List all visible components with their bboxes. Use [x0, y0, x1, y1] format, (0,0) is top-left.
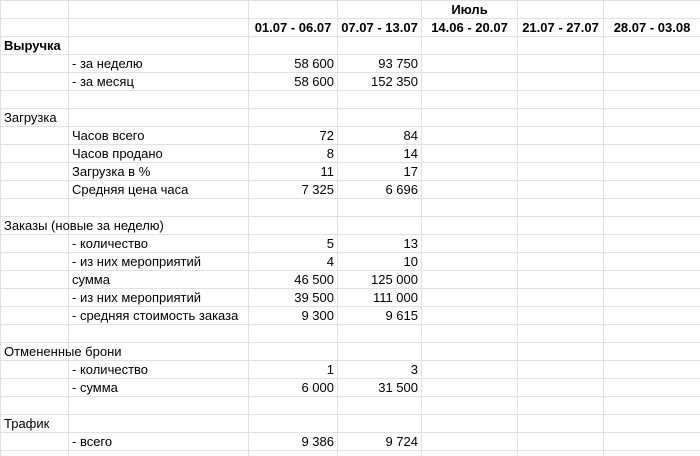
cell[interactable] [338, 397, 422, 415]
row-label[interactable]: Средняя цена часа [69, 181, 249, 199]
cell[interactable] [518, 433, 604, 451]
cell[interactable] [604, 127, 700, 145]
section-row [1, 343, 700, 361]
cell[interactable] [422, 181, 518, 199]
cell[interactable] [604, 253, 700, 271]
value-cell[interactable]: 125 000 [338, 271, 422, 289]
cell[interactable] [422, 127, 518, 145]
value-cell[interactable]: 11 [249, 163, 338, 181]
cell[interactable] [249, 199, 338, 217]
value-cell[interactable]: 13 [338, 235, 422, 253]
cell[interactable] [518, 109, 604, 127]
cell[interactable] [422, 163, 518, 181]
cell[interactable] [249, 343, 338, 361]
section-title-load[interactable]: Загрузка [1, 109, 69, 127]
cell[interactable] [422, 325, 518, 343]
value-cell[interactable]: 46 500 [249, 271, 338, 289]
value-cell[interactable]: 4 [249, 253, 338, 271]
cell[interactable] [1, 289, 69, 307]
cell[interactable] [249, 415, 338, 433]
value-cell[interactable]: 58 600 [249, 73, 338, 91]
value-cell[interactable]: 3 [338, 361, 422, 379]
value-cell[interactable]: 58 600 [249, 55, 338, 73]
cell[interactable] [518, 397, 604, 415]
cell[interactable] [69, 37, 249, 55]
value-cell[interactable]: 6 000 [249, 379, 338, 397]
section-row [1, 415, 700, 433]
week-header[interactable]: 07.07 - 13.07 [338, 19, 422, 37]
cell[interactable] [518, 325, 604, 343]
cell[interactable] [1, 253, 69, 271]
cell[interactable] [422, 415, 518, 433]
cell[interactable] [604, 433, 700, 451]
month-header-row [1, 1, 700, 19]
cell[interactable] [249, 1, 338, 19]
cell[interactable] [422, 343, 518, 361]
row-label[interactable]: - всего [69, 433, 249, 451]
cell[interactable] [422, 271, 518, 289]
cell[interactable] [249, 91, 338, 109]
cell[interactable] [518, 55, 604, 73]
cell[interactable] [338, 109, 422, 127]
cell[interactable] [518, 91, 604, 109]
cell[interactable] [604, 109, 700, 127]
cell[interactable] [338, 415, 422, 433]
cell[interactable] [69, 397, 249, 415]
row-label[interactable]: - количество [69, 361, 249, 379]
cell[interactable] [249, 37, 338, 55]
row-label[interactable]: сумма [69, 271, 249, 289]
cell[interactable] [422, 37, 518, 55]
value-cell[interactable]: 152 350 [338, 73, 422, 91]
cell[interactable] [518, 127, 604, 145]
cell[interactable] [1, 181, 69, 199]
cell[interactable] [422, 253, 518, 271]
cell[interactable] [1, 361, 69, 379]
cell[interactable] [338, 217, 422, 235]
cell[interactable] [604, 37, 700, 55]
cell[interactable] [518, 307, 604, 325]
section-row [1, 217, 700, 235]
value-cell[interactable]: 111 000 [338, 289, 422, 307]
cell[interactable] [338, 1, 422, 19]
cell[interactable] [604, 307, 700, 325]
row-label[interactable]: - за неделю [69, 55, 249, 73]
cell[interactable] [518, 199, 604, 217]
cell[interactable] [422, 397, 518, 415]
cell[interactable] [604, 73, 700, 91]
cell[interactable] [518, 361, 604, 379]
value-cell[interactable]: 8 [249, 145, 338, 163]
row-label[interactable]: - средняя стоимость заказа [69, 307, 249, 325]
cell[interactable] [1, 19, 69, 37]
value-cell[interactable]: 1 [249, 361, 338, 379]
cell[interactable] [604, 325, 700, 343]
cell[interactable] [69, 91, 249, 109]
table-row [1, 379, 700, 397]
value-cell[interactable]: 9 724 [338, 433, 422, 451]
cell[interactable] [249, 451, 338, 456]
week-header[interactable]: 28.07 - 03.08 [604, 19, 700, 37]
cell[interactable] [604, 1, 700, 19]
value-cell[interactable]: 9 386 [249, 433, 338, 451]
table-row [1, 145, 700, 163]
cell[interactable] [69, 109, 249, 127]
cell[interactable] [604, 235, 700, 253]
value-cell[interactable]: 9 300 [249, 307, 338, 325]
value-cell[interactable]: 72 [249, 127, 338, 145]
cell[interactable] [518, 415, 604, 433]
empty-row [1, 397, 700, 415]
cell[interactable] [338, 37, 422, 55]
cell[interactable] [1, 451, 69, 456]
week-header[interactable]: 21.07 - 27.07 [518, 19, 604, 37]
cell[interactable] [422, 235, 518, 253]
cell[interactable] [1, 73, 69, 91]
cell[interactable] [604, 55, 700, 73]
cell[interactable] [518, 379, 604, 397]
row-label[interactable]: - из них мероприятий [69, 289, 249, 307]
table-row [1, 55, 700, 73]
cell[interactable] [249, 109, 338, 127]
table-row [1, 433, 700, 451]
value-cell[interactable]: 10 [338, 253, 422, 271]
value-cell[interactable]: 9 615 [338, 307, 422, 325]
cell[interactable] [1, 127, 69, 145]
cell[interactable] [249, 217, 338, 235]
cell[interactable] [604, 199, 700, 217]
week-header-row [1, 19, 700, 37]
month-header[interactable]: Июль [422, 1, 518, 19]
cell[interactable] [1, 271, 69, 289]
empty-row [1, 451, 700, 456]
cell[interactable] [604, 163, 700, 181]
row-label[interactable]: Загрузка в % [69, 163, 249, 181]
cell[interactable] [1, 433, 69, 451]
cell[interactable] [422, 451, 518, 456]
cell[interactable] [1, 1, 69, 19]
value-cell[interactable]: 6 696 [338, 181, 422, 199]
table-row [1, 127, 700, 145]
section-title-cancelled[interactable] [1, 343, 122, 361]
cell[interactable] [604, 271, 700, 289]
cell[interactable] [69, 199, 249, 217]
cell[interactable] [518, 1, 604, 19]
cell[interactable] [604, 217, 700, 235]
cell[interactable] [69, 19, 249, 37]
table-row [1, 289, 700, 307]
row-label[interactable]: - за месяц [69, 73, 249, 91]
table-row [1, 307, 700, 325]
table-row [1, 235, 700, 253]
cell[interactable] [1, 235, 69, 253]
cell[interactable] [338, 325, 422, 343]
cell[interactable] [518, 271, 604, 289]
cell[interactable] [1, 145, 69, 163]
value-cell[interactable]: 39 500 [249, 289, 338, 307]
value-cell[interactable]: 5 [249, 235, 338, 253]
table-row [1, 163, 700, 181]
week-header[interactable]: 14.06 - 20.07 [422, 19, 518, 37]
table-row [1, 361, 700, 379]
section-title-text: Заказы (новые за неделю) [4, 218, 164, 233]
cell[interactable] [422, 109, 518, 127]
cell[interactable] [422, 73, 518, 91]
row-label[interactable]: - из них мероприятий [69, 253, 249, 271]
empty-row [1, 325, 700, 343]
cell[interactable] [422, 433, 518, 451]
table-row [1, 73, 700, 91]
section-title-traffic[interactable]: Трафик [1, 415, 69, 433]
cell[interactable] [69, 415, 249, 433]
row-label[interactable]: Часов продано [69, 145, 249, 163]
cell[interactable] [518, 253, 604, 271]
row-label[interactable]: - количество [69, 235, 249, 253]
cell[interactable] [604, 361, 700, 379]
table-row [1, 253, 700, 271]
value-cell[interactable]: 14 [338, 145, 422, 163]
cell[interactable] [518, 217, 604, 235]
cell[interactable] [518, 181, 604, 199]
value-cell[interactable]: 7 325 [249, 181, 338, 199]
cell[interactable] [1, 307, 69, 325]
cell[interactable] [1, 91, 69, 109]
cell[interactable] [422, 361, 518, 379]
cell[interactable] [518, 343, 604, 361]
cell[interactable] [518, 235, 604, 253]
table-row [1, 181, 700, 199]
row-label[interactable]: Часов всего [69, 127, 249, 145]
cell[interactable] [249, 325, 338, 343]
cell[interactable] [1, 325, 69, 343]
cell[interactable] [518, 73, 604, 91]
cell[interactable] [604, 451, 700, 456]
cell[interactable] [69, 451, 249, 456]
cell[interactable] [422, 379, 518, 397]
cell[interactable] [604, 397, 700, 415]
value-cell[interactable]: 31 500 [338, 379, 422, 397]
cell[interactable] [1, 397, 69, 415]
section-title-text: Отмененные брони [4, 344, 122, 359]
cell[interactable] [422, 91, 518, 109]
cell[interactable] [604, 379, 700, 397]
cell[interactable] [604, 289, 700, 307]
cell[interactable] [604, 415, 700, 433]
value-cell[interactable]: 93 750 [338, 55, 422, 73]
cell[interactable] [338, 199, 422, 217]
cell[interactable] [518, 163, 604, 181]
empty-row [1, 199, 700, 217]
cell[interactable] [422, 199, 518, 217]
table-row [1, 271, 700, 289]
cell[interactable] [422, 217, 518, 235]
cell[interactable] [249, 397, 338, 415]
cell[interactable] [1, 55, 69, 73]
cell[interactable] [338, 343, 422, 361]
cell[interactable] [604, 145, 700, 163]
cell[interactable] [422, 289, 518, 307]
cell[interactable] [518, 451, 604, 456]
cell[interactable] [604, 91, 700, 109]
cell[interactable] [1, 199, 69, 217]
cell[interactable] [518, 289, 604, 307]
section-row [1, 37, 700, 55]
section-row [1, 109, 700, 127]
cell[interactable] [518, 145, 604, 163]
cell[interactable] [1, 379, 69, 397]
cell[interactable] [69, 325, 249, 343]
empty-row [1, 91, 700, 109]
cell[interactable] [422, 307, 518, 325]
cell[interactable] [518, 37, 604, 55]
value-cell[interactable]: 17 [338, 163, 422, 181]
section-title-orders[interactable] [1, 217, 164, 235]
cell[interactable] [422, 55, 518, 73]
cell[interactable] [69, 1, 249, 19]
section-title-revenue[interactable]: Выручка [1, 37, 69, 55]
value-cell[interactable]: 84 [338, 127, 422, 145]
cell[interactable] [1, 163, 69, 181]
week-header[interactable]: 01.07 - 06.07 [249, 19, 338, 37]
cell[interactable] [604, 343, 700, 361]
cell[interactable] [338, 451, 422, 456]
cell[interactable] [422, 145, 518, 163]
row-label[interactable]: - сумма [69, 379, 249, 397]
cell[interactable] [338, 91, 422, 109]
cell[interactable] [604, 181, 700, 199]
